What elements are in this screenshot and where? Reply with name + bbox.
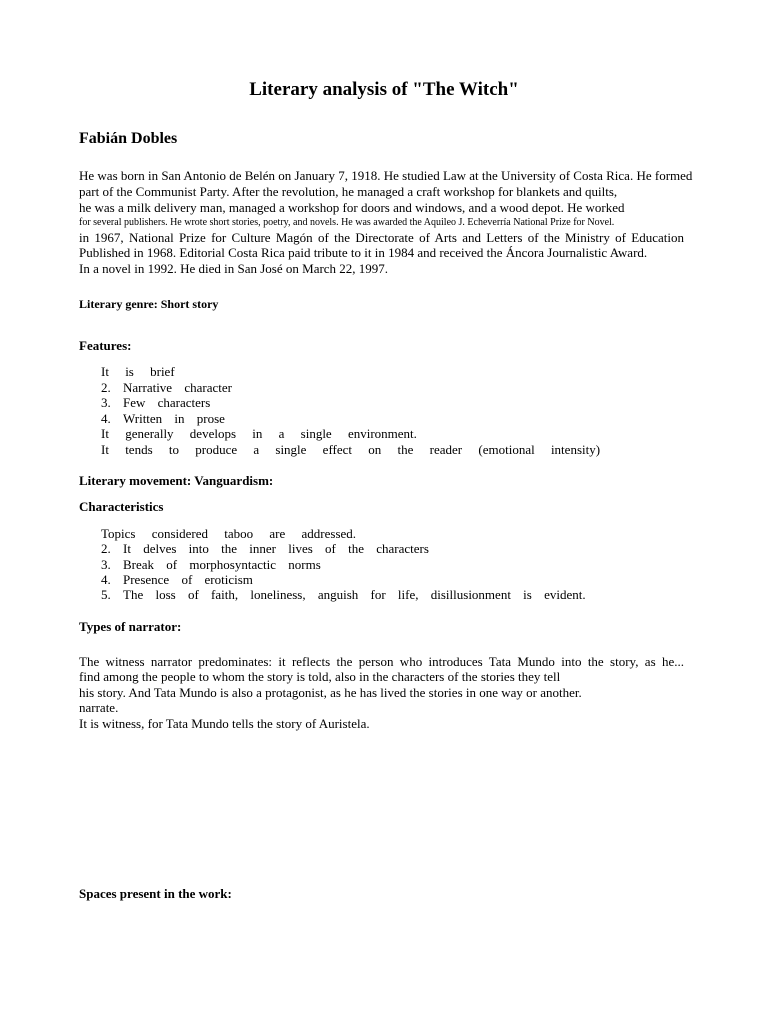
narrator-line: The witness narrator predominates: it reflects the person who introduces Tata Mundo into the story, as he... [79, 654, 684, 669]
list-item-text: It generally develops in a single environment. [101, 426, 417, 441]
list-item [101, 364, 175, 379]
narrator-line: find among the people to whom the story is told, also in the characters of the stories they tell [79, 669, 561, 684]
list-item [101, 426, 417, 441]
list-item [101, 572, 253, 587]
list-item-text: Topics considered taboo are addressed. [101, 526, 357, 541]
list-number: 4. [101, 572, 111, 587]
list-item [101, 526, 356, 541]
list-item-text: It delves into the inner lives of the characters [123, 541, 429, 556]
author-heading: Fabián Dobles [79, 130, 178, 147]
list-item [101, 411, 225, 426]
list-item-text: Narrative character [123, 380, 232, 395]
list-item-text: Few characters [123, 395, 211, 410]
list-item-text: It is brief [101, 364, 175, 379]
narrator-heading: Types of narrator: [79, 619, 182, 634]
list-item-text: Written in prose [123, 411, 225, 426]
list-item [101, 541, 429, 556]
list-number: 2. [101, 541, 111, 556]
list-item-text: Presence of eroticism [123, 572, 253, 587]
list-item-text: Break of morphosyntactic norms [123, 557, 321, 572]
list-number: 2. [101, 380, 111, 395]
bio-line: He was born in San Antonio de Belén on January 7, 1918. He studied Law at the University of Costa Rica. He formed [79, 168, 693, 183]
list-item-text: The loss of faith, loneliness, anguish for life, disillusionment is evident. [123, 587, 586, 602]
list-number: 5. [101, 587, 111, 602]
list-item [101, 587, 586, 602]
features-heading: Features: [79, 338, 132, 353]
spaces-heading: Spaces present in the work: [79, 886, 232, 901]
characteristics-heading: Characteristics [79, 499, 164, 514]
bio-line: In a novel in 1992. He died in San José on March 22, 1997. [79, 261, 389, 276]
narrator-line: his story. And Tata Mundo is also a protagonist, as he has lived the stories in one way or another. [79, 685, 582, 700]
document-title: Literary analysis of "The Witch" [249, 79, 519, 100]
list-number: 3. [101, 557, 111, 572]
list-number: 3. [101, 395, 111, 410]
bio-line: in 1967, National Prize for Culture Magón of the Directorate of Arts and Letters of the Ministry of Education [79, 230, 684, 245]
list-item [101, 380, 232, 395]
bio-line: Published in 1968. Editorial Costa Rica paid tribute to it in 1984 and received the Áncora Journalistic Award. [79, 245, 648, 260]
list-item [101, 557, 321, 572]
bio-line: for several publishers. He wrote short stories, poetry, and novels. He was awarded the Aquileo J. Echeverría National Prize for Novel. [79, 217, 615, 228]
bio-line: part of the Communist Party. After the revolution, he managed a craft workshop for blankets and quilts, [79, 184, 618, 199]
narrator-line: It is witness, for Tata Mundo tells the story of Auristela. [79, 716, 370, 731]
bio-line: he was a milk delivery man, managed a workshop for doors and windows, and a wood depot. He worked [79, 200, 625, 215]
list-item [101, 442, 600, 457]
list-number: 4. [101, 411, 111, 426]
movement-heading: Literary movement: Vanguardism: [79, 473, 274, 488]
list-item-text: It tends to produce a single effect on the reader (emotional intensity) [101, 442, 601, 457]
narrator-line: narrate. [79, 700, 119, 715]
list-item [101, 395, 210, 410]
genre-heading: Literary genre: Short story [79, 297, 219, 311]
